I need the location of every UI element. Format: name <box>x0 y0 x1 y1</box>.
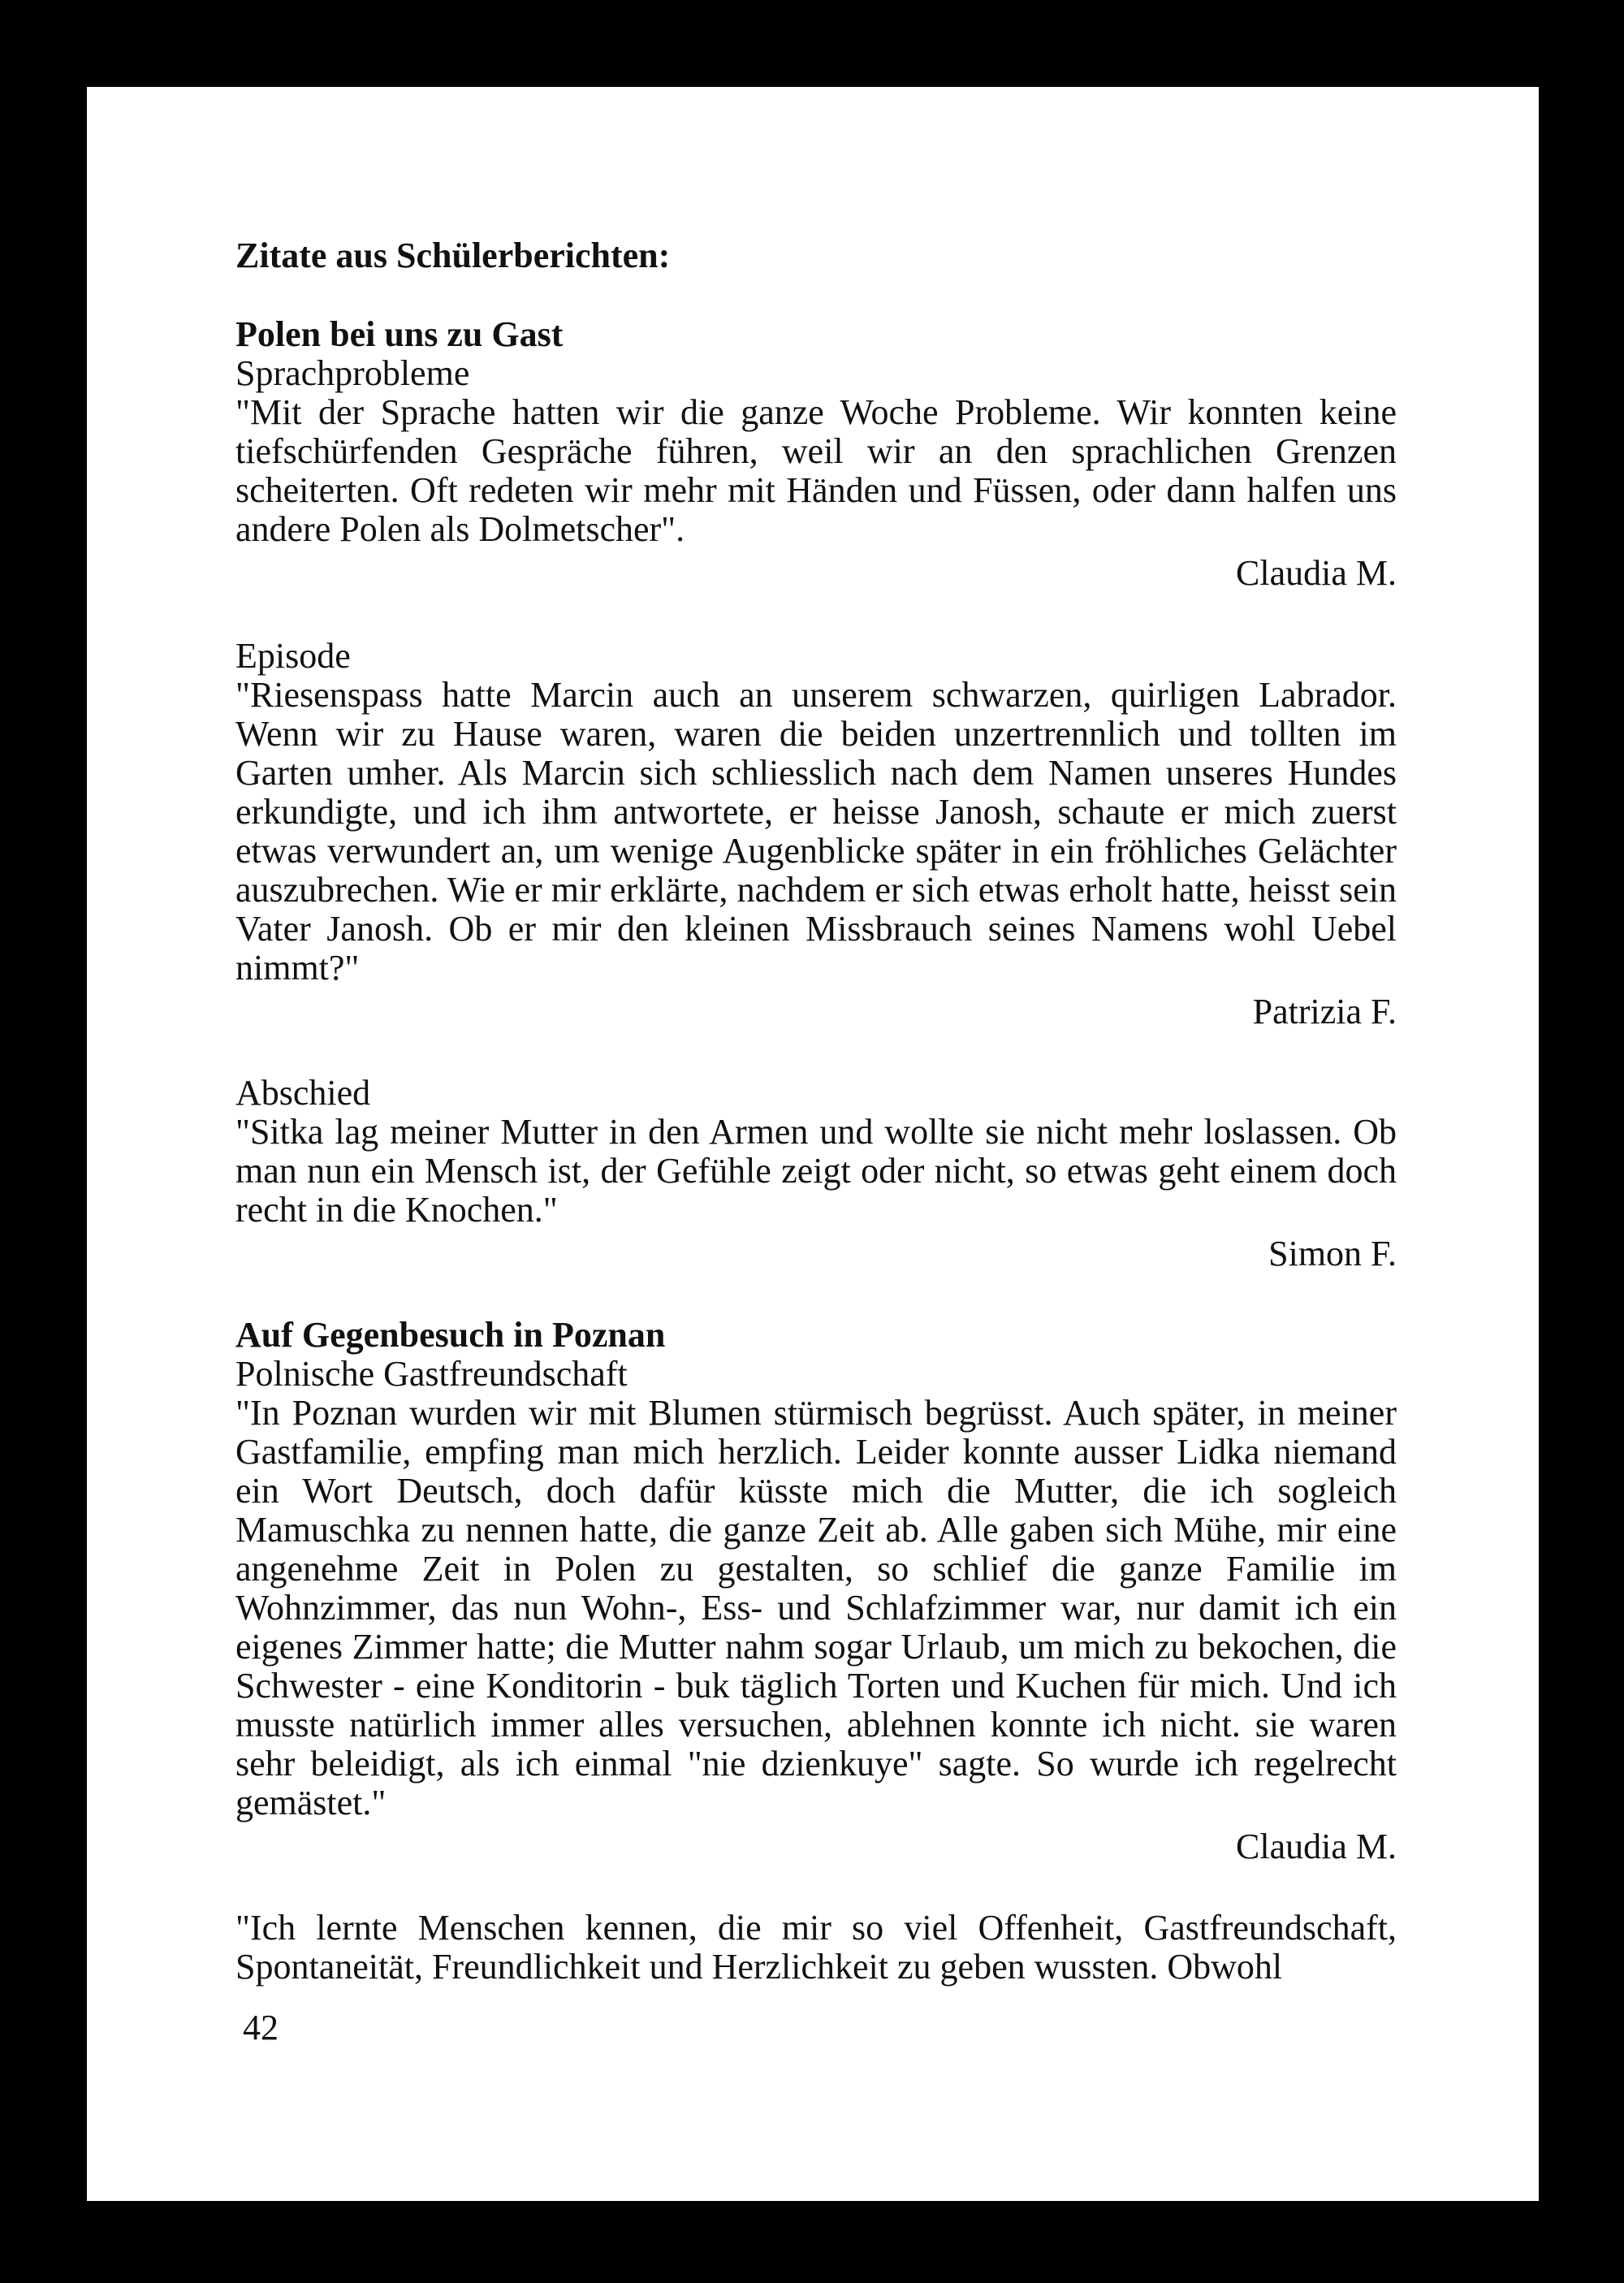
entry-quote: "Ich lernte Menschen kennen, die mir so viel Offenheit, Gastfreundschaft, Spontaneität, Freundlichkeit und Herzlichkeit zu geben wussten. Obwohl <box>235 1908 1397 1987</box>
section-gegenbesuch-poznan <box>235 1316 1397 1987</box>
entry-subtitle: Abschied <box>235 1073 371 1113</box>
document-page <box>87 87 1539 2201</box>
entry-subtitle: Polnische Gastfreundschaft <box>235 1354 628 1394</box>
entry-subtitle: Episode <box>235 636 351 676</box>
section-polen-bei-uns <box>235 315 1397 1273</box>
entry-author: Simon F. <box>1268 1234 1397 1273</box>
section-title: Polen bei uns zu Gast <box>235 314 564 354</box>
entry-abschied <box>235 1074 1397 1273</box>
entry-quote: "Riesenspass hatte Marcin auch an unserem schwarzen, quirligen Labrador. Wenn wir zu Hause waren, waren die beiden unzertrennlich und tollten im Garten umher. Als Marcin sich schliesslich nach dem Namen unseres Hundes erkundigte, und ich ihm antwortete, er heisse Janosh, schaute er mich zuerst etwas verwundert an, um wenige Augenblicke später in ein fröhliches Gelächter auszubrechen. Wie er mir erklärte, nachdem er sich etwas erholt hatte, heisst sein Vater Janosh. Ob er mir den kleinen Missbrauch seines Namens wohl Uebel nimmt?" <box>235 675 1397 988</box>
section-title: Auf Gegenbesuch in Poznan <box>235 1315 666 1355</box>
entry-author: Claudia M. <box>1236 1827 1397 1866</box>
page-content <box>235 236 1397 1987</box>
entry-author: Claudia M. <box>1236 553 1397 593</box>
entry-quote: "Mit der Sprache hatten wir die ganze Woche Probleme. Wir konnten keine tiefschürfenden Gespräche führen, weil wir an den sprachlichen Grenzen scheiterten. Oft redeten wir mehr mit Händen und Füssen, oder dann halfen uns andere Polen als Dolmetscher". <box>235 392 1397 549</box>
entry-subtitle: Sprachprobleme <box>235 353 470 393</box>
entry-quote: "Sitka lag meiner Mutter in den Armen und wollte sie nicht mehr loslassen. Ob man nun ein Mensch ist, der Gefühle zeigt oder nicht, so etwas geht einem doch recht in die Knochen." <box>235 1112 1397 1230</box>
entry-gastfreundschaft <box>235 1355 1397 1866</box>
entry-quote: "In Poznan wurden wir mit Blumen stürmisch begrüsst. Auch später, in meiner Gastfamilie, empfing man mich herzlich. Leider konnte ausser Lidka niemand ein Wort Deutsch, doch dafür küsste mich die Mutter, die ich sogleich Mamuschka zu nennen hatte, die ganze Zeit ab. Alle gaben sich Mühe, mir eine angenehme Zeit in Polen zu gestalten, so schlief die ganze Familie im Wohnzimmer, das nun Wohn-, Ess- und Schlafzimmer war, nur damit ich ein eigenes Zimmer hatte; die Mutter nahm sogar Urlaub, um mich zu bekochen, die Schwester - eine Konditorin - buk täglich Torten und Kuchen für mich. Und ich musste natürlich immer alles versuchen, ablehnen konnte ich nicht. sie waren sehr beleidigt, als ich einmal "nie dzienkuye" sagte. So wurde ich regelrecht gemästet." <box>235 1393 1397 1823</box>
entry-menschen-kennen <box>235 1909 1397 1987</box>
page-number: 42 <box>243 2008 279 2047</box>
main-heading: Zitate aus Schülerberichten: <box>235 236 671 275</box>
entry-episode <box>235 637 1397 1031</box>
entry-author: Patrizia F. <box>1252 992 1397 1031</box>
entry-sprachprobleme <box>235 354 1397 593</box>
